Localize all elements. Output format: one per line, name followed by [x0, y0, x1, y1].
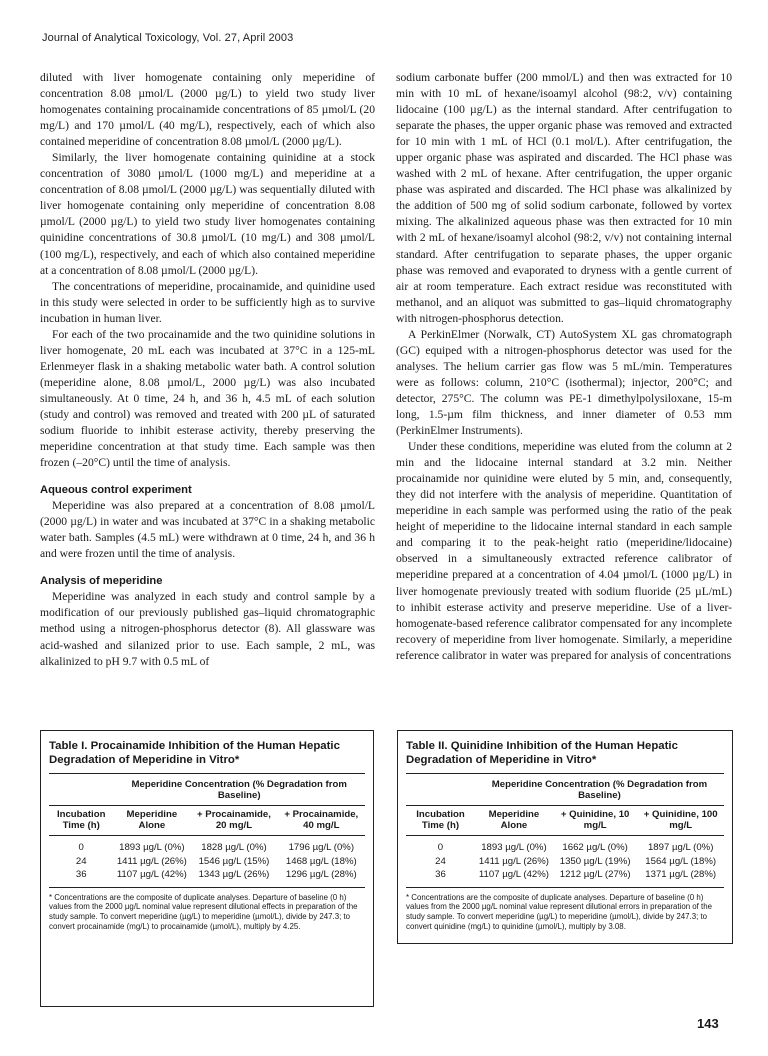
column-header: Incubation Time (h): [49, 806, 113, 836]
table-row: [49, 836, 365, 855]
table-caption: Table I. Procainamide Inhibition of the Human Hepatic Degradation of Meperidine in Vitro*: [49, 740, 340, 766]
column-header: Meperidine Alone: [113, 806, 190, 836]
body-paragraph: sodium carbonate buffer (200 mmol/L) and then was extracted for 10 min with 10 mL of hexane/isoamyl alcohol (98:2, v/v) containing lidocaine (100 µg/L) as the internal standard. After centrifugation to separate the phases, the upper organic phase was removed and extracted for 10 min with 1 mL of HCl (0.1 mol/L). After centrifugation, the upper organic phase was aspirated and discarded. The HCl phase was washed with 2 mL of hexane. After centrifugation, the upper organic phase was aspirated and discarded. The HCl phase was alkalinized by the addition of 500 mg of solid sodium carbonate, followed by vortex mixing. The alkalinized aqueous phase was then extracted for 10 min with 2 mL of hexane/isoamyl alcohol (98:2, v/v) not containing internal standard. After centrifugation to separate phases, the upper organic phase was removed and evaporated to dryness with a gentle current of air at room temperature. Each extract residue was reconstituted with methanol, and an aliquot was submitted to gas–liquid chromatography with nitrogen-phosphorus detection.: [396, 71, 732, 325]
column-header: + Procainamide, 40 mg/L: [278, 806, 365, 836]
table-row: [49, 868, 365, 887]
table-cell: 1212 µg/L (27%): [553, 868, 637, 887]
table-cell: 24: [435, 855, 446, 867]
table-cell: 1371 µg/L (28%): [637, 868, 724, 887]
table-span-header: Meperidine Concentration (% Degradation from Baseline): [113, 774, 365, 806]
table-cell: 1897 µg/L (0%): [647, 842, 714, 853]
table-cell: 1107 µg/L (42%): [475, 868, 553, 887]
table-2: [397, 730, 733, 944]
table-row: [406, 855, 724, 869]
table-cell: 1893 µg/L (0%): [481, 842, 547, 853]
left-column: [40, 70, 375, 670]
table-cell: 1546 µg/L (15%): [198, 855, 270, 867]
table-row: [406, 836, 724, 855]
table-row: [406, 868, 724, 887]
table-empty-header: [406, 774, 475, 806]
right-column: [396, 70, 732, 664]
body-paragraph: For each of the two procainamide and the two quinidine solutions in liver homogenate, 20 mL each was incubated at 37°C in a 125-mL Erlenmeyer flask in a shaking metabolic water bath. A control solution (meperidine alone, 8.08 µmol/L, 2000 µg/L) was also incubated simultaneously. At 0 time, 24 h, and 36 h, 4.5 mL of each solution (study and control) was removed and treated with 200 µL of saturated sodium fluoride to inhibit esterase activity, thereby preserving the meperidine concentration at that study time. Each sample was then frozen (–20°C) until the time of analysis.: [40, 327, 375, 470]
table-caption: Table II. Quinidine Inhibition of the Human Hepatic Degradation of Meperidine in Vitro*: [406, 740, 678, 766]
column-header: Meperidine Alone: [475, 806, 553, 836]
data-table: [49, 773, 365, 888]
page-number: 143: [697, 1016, 719, 1031]
column-header: + Procainamide, 20 mg/L: [190, 806, 277, 836]
table-cell: 1828 µg/L (0%): [201, 842, 267, 853]
table-cell: 1468 µg/L (18%): [285, 855, 357, 867]
data-table: [406, 773, 724, 888]
table-cell: 1107 µg/L (42%): [113, 868, 190, 887]
table-footnote: * Concentrations are the composite of duplicate analyses. Departure of baseline (0 h) values from the 2000 µg/L nominal value represent dilutional errors in preparation of the study sample. To convert meperidine (µg/L) to meperidine (µmol/L), divide by 247.3; to convert quinidine (mg/L) to quinidine (µmol/L), multiply by 3.08.: [406, 892, 713, 931]
table-cell: 0: [437, 842, 444, 853]
table-span-header: Meperidine Concentration (% Degradation from Baseline): [475, 774, 724, 806]
body-paragraph: A PerkinElmer (Norwalk, CT) AutoSystem XL gas chromatograph (GC) equiped with a nitrogen-phosphorus detector was used for the analyses. The helium carrier gas flow was 5 mL/min. Temperatures were as follows: column, 210°C (isothermal); injector, 200°C; and detector, 275°C. The column was PE-1 dimethylpolysiloxane, 15-m long, 1.5-µm film thickness, and inner diameter of 0.53 mm (PerkinElmer Instruments).: [396, 327, 732, 438]
column-header: Incubation Time (h): [406, 806, 475, 836]
table-1: [40, 730, 374, 1007]
body-paragraph: Under these conditions, meperidine was eluted from the column at 2 min and the lidocaine internal standard at 3.2 min. Neither procainamide nor quinidine were eluted by 5 min, and, consequently, they did not interfere with the analysis of meperidine. Quantitation of meperidine in each sample was performed using the ratio of the peak height of meperidine to the lidocaine internal standard in each sample and comparing it to the peak-height ratio (meperidine/lidocaine) observed in a simultaneously extracted reference calibrator of meperidine prepared at a concentration of 4.04 µmol/L (1000 µg/L) in liver homogenate previously treated with sodium fluoride (25 µL/mL) to inhibit esterase activity and preserve meperidine. Use of a liver-homogenate-based reference calibrator compensated for any incomplete recovery of meperidine from liver homogenate. Similarly, a meperidine reference calibrator in water was prepared for analysis of concentrations: [396, 440, 732, 662]
section-heading: Aqueous control experiment: [40, 484, 192, 497]
table-cell: 1411 µg/L (26%): [478, 855, 549, 867]
table-row: [49, 855, 365, 869]
table-cell: 1796 µg/L (0%): [288, 842, 355, 853]
body-paragraph: Similarly, the liver homogenate containing quinidine at a stock concentration of 3080 µmol/L (1000 mg/L) and meperidine at a concentration of 8.08 µmol/L (2000 µg/L) was sequentially diluted with liver homogenate containing only meperidine of concentration 8.08 µmol/L (2000 µg/L) to yield two study liver homogenates containing quinidine concentrations of 30.8 µmol/L (10 mg/L) and 308 µmol/L (100 mg/L), respectively, and each of which also contained meperidine at a concentration of 8.08 µmol/L (2000 µg/L).: [40, 151, 375, 277]
column-header: + Quinidine, 100 mg/L: [637, 806, 724, 836]
table-cell: 1296 µg/L (28%): [278, 868, 365, 887]
body-paragraph: diluted with liver homogenate containing only meperidine of concentration 8.08 µmol/L (2000 µg/L) to yield two study liver homogenates containing procainamide concentrations of 85 µmol/L (20 mg/L) and 170 µmol/L (40 mg/L), respectively, each of which also contained meperidine of concentration 8.08 µmol/L (2000 µg/L).: [40, 71, 375, 149]
table-cell: 1343 µg/L (26%): [190, 868, 277, 887]
section-heading: Analysis of meperidine: [40, 575, 163, 588]
table-cell: 24: [75, 855, 87, 867]
table-empty-header: [49, 774, 113, 806]
table-cell: 1893 µg/L (0%): [119, 842, 185, 853]
body-paragraph: The concentrations of meperidine, procainamide, and quinidine used in this study were selected in order to be sufficiently high as to survive incubation in human liver.: [40, 279, 375, 325]
column-header: + Quinidine, 10 mg/L: [553, 806, 637, 836]
table-cell: 1564 µg/L (18%): [645, 855, 717, 867]
table-cell: 0: [78, 842, 84, 853]
body-paragraph: Meperidine was also prepared at a concentration of 8.08 µmol/L (2000 µg/L) in water and was incubated at 37°C in a shaking metabolic water bath. Samples (4.5 mL) were withdrawn at 0 time, 24 h, and 36 h and were frozen until the time of analysis.: [40, 499, 375, 561]
table-cell: 36: [406, 868, 475, 887]
body-paragraph: Meperidine was analyzed in each study and control sample by a modification of our previously published gas–liquid chromatographic method using a nitrogen-phosphorus detector (8). All glassware was acid-washed and silanized prior to use. Each sample, 2 mL, was alkalinized to pH 9.7 with 0.5 mL of: [40, 590, 375, 668]
table-cell: 1411 µg/L (26%): [116, 855, 187, 867]
table-cell: 1350 µg/L (19%): [559, 855, 631, 867]
table-cell: 36: [49, 868, 113, 887]
table-cell: 1662 µg/L (0%): [562, 842, 628, 853]
running-head: Journal of Analytical Toxicology, Vol. 27, April 2003: [42, 32, 294, 44]
table-footnote: * Concentrations are the composite of duplicate analyses. Departure of baseline (0 h) values from the 2000 µg/L nominal value represent dilutional effects in preparation of the study sample. To convert meperidine (µg/L) to meperidine (µmol/L), divide by 247.3; to convert procainamide (mg/L) to procainamide (µmol/L), multiply by 4.25.: [49, 892, 358, 931]
